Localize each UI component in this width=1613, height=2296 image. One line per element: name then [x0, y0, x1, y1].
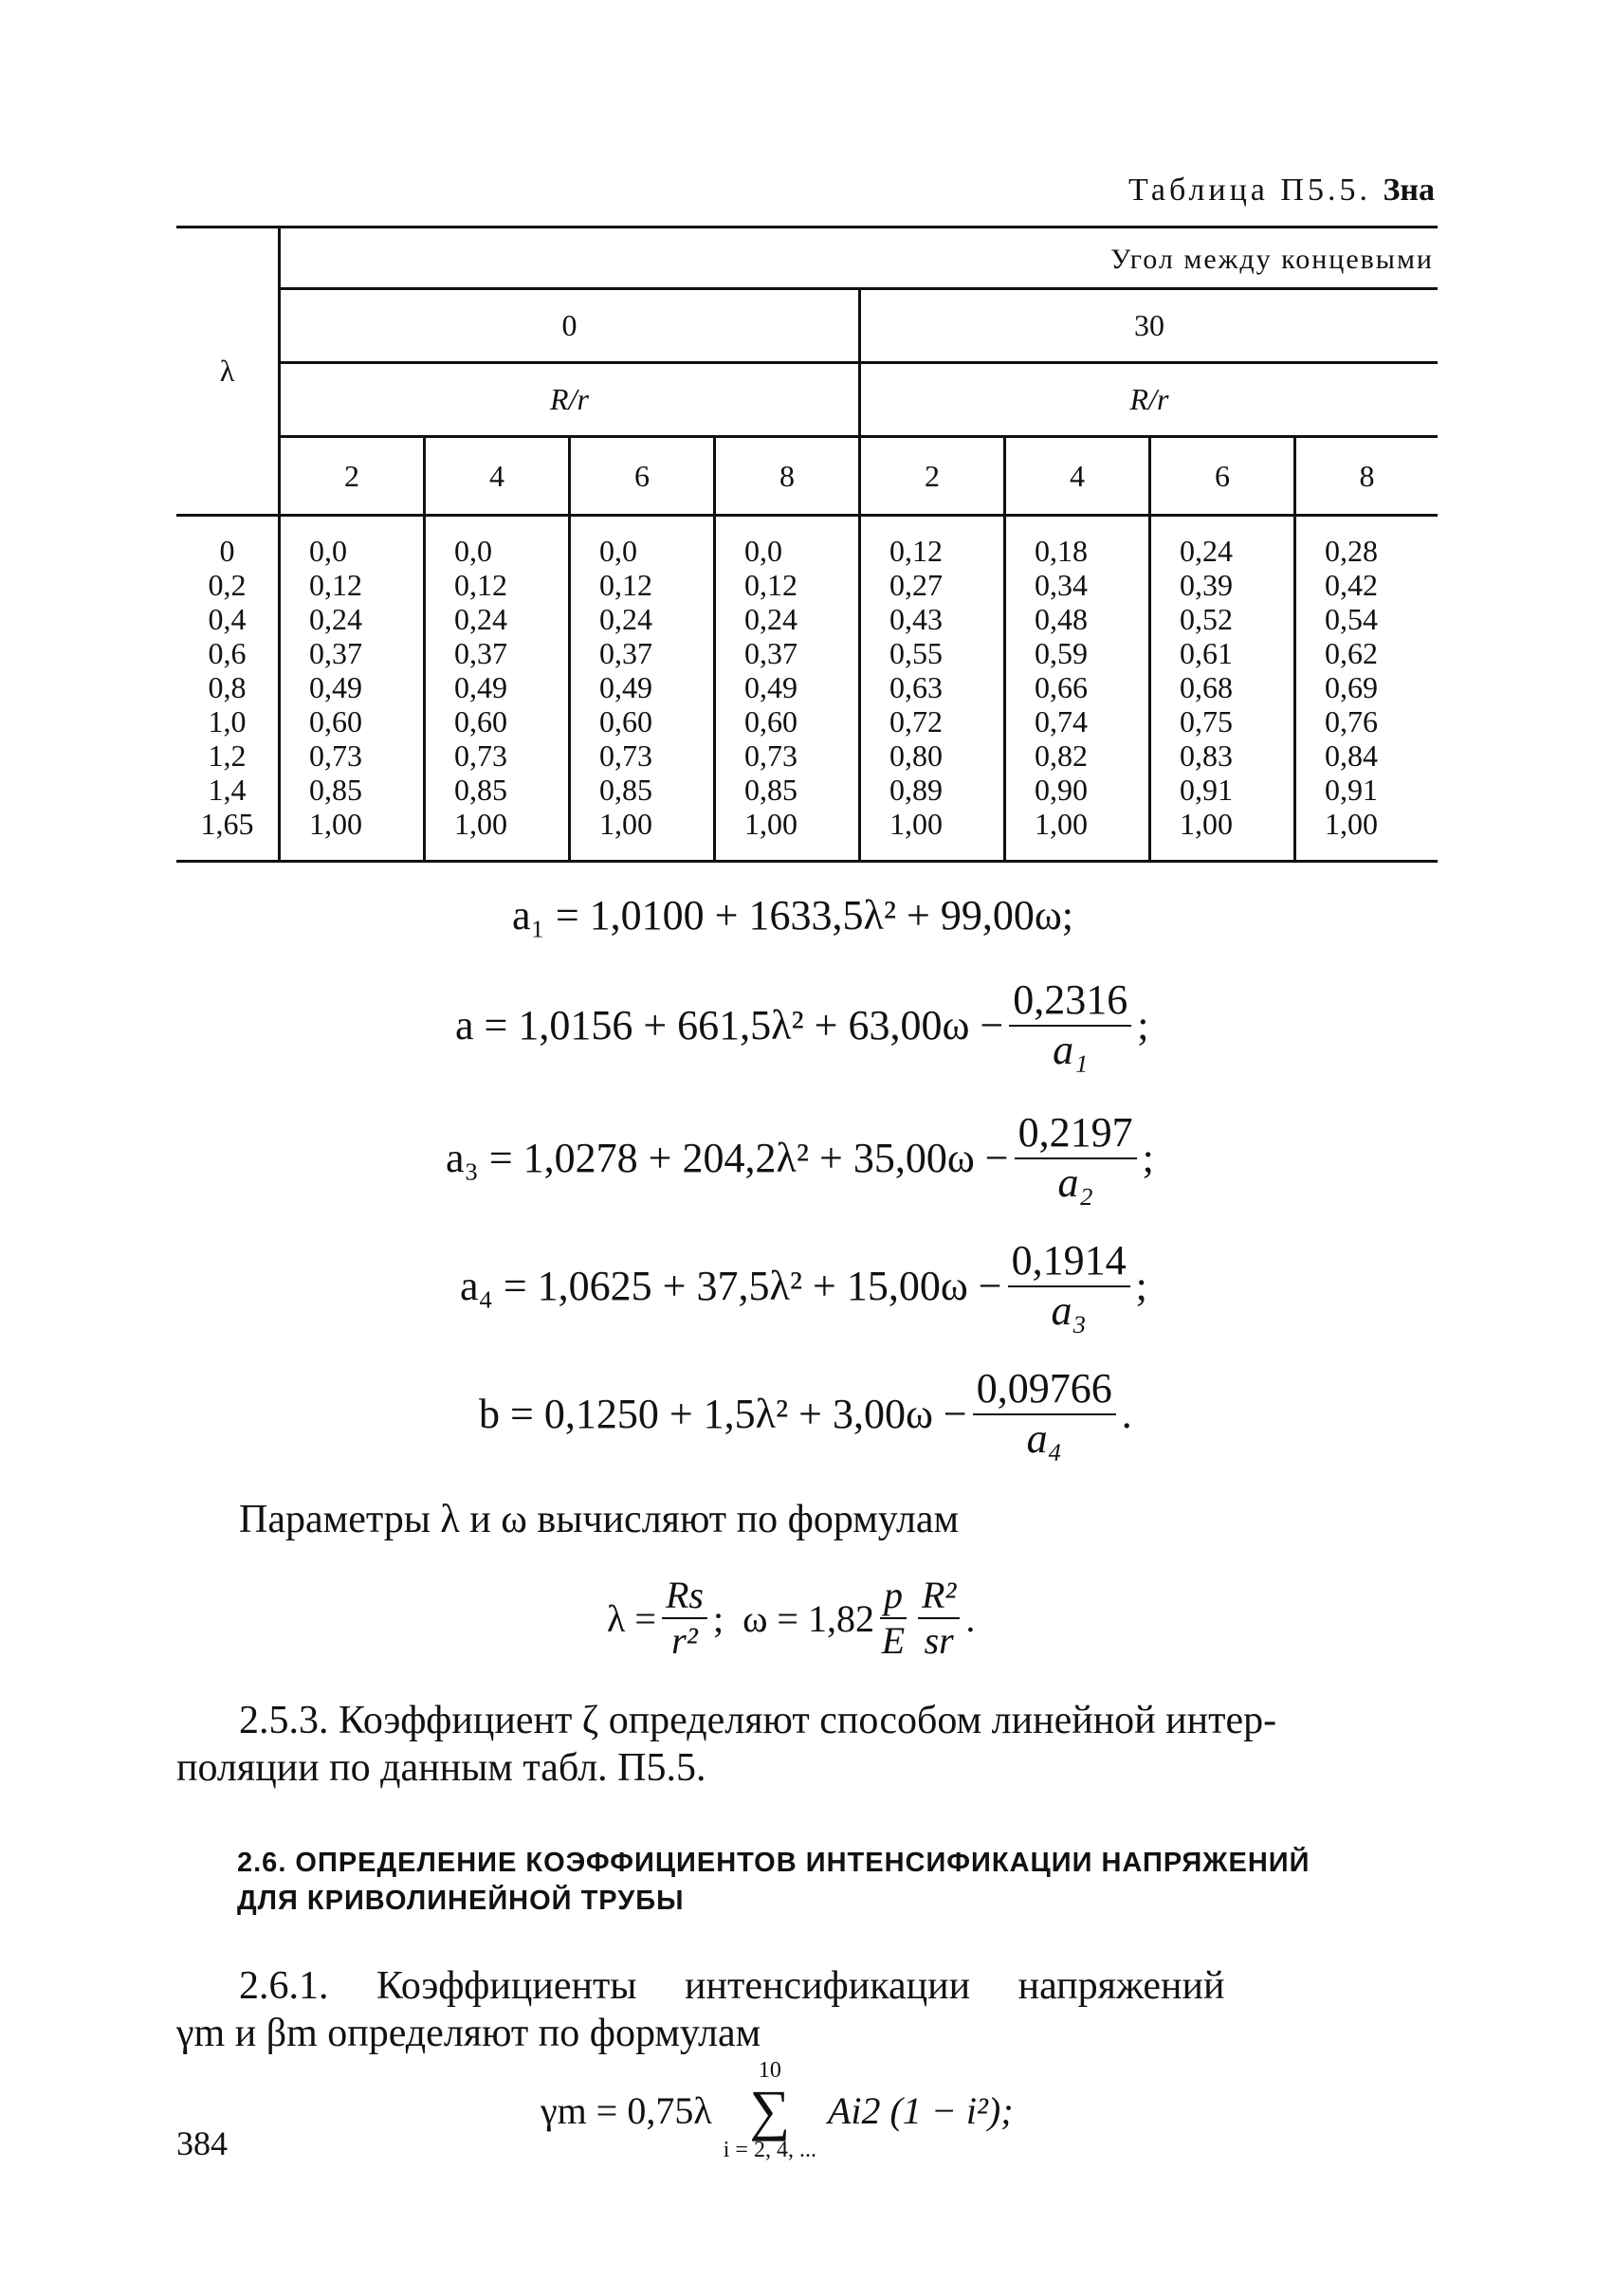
data-column: 0,28 0,42 0,54 0,62 0,69 0,76 0,84 0,91 1,00 — [1295, 516, 1439, 862]
data-column: 0,12 0,27 0,43 0,55 0,63 0,72 0,80 0,89 1,00 — [860, 516, 1005, 862]
formula-b: b = 0,1250 + 1,5λ² + 3,00ω − $\frac{0,09766}{\text{a₄}}$ . — [479, 1365, 1132, 1462]
params-text: Параметры λ и ω вычисляют по формулам — [239, 1498, 960, 1541]
lambda-header: λ — [219, 354, 235, 388]
col-header: 4 — [1005, 437, 1150, 516]
formula-gamma: γm = 0,75λ 10 ∑ i = 2, 4, ... Ai2 (1 − i²); — [541, 2058, 1014, 2162]
rr-label: R/r — [280, 363, 860, 437]
page-number: 384 — [176, 2124, 228, 2162]
formula-a2: a = 1,0156 + 661,5λ² + 63,00ω − $\frac{0,2316}{\text{a₁}}$ ; — [455, 976, 1149, 1073]
section-heading: 2.6. ОПРЕДЕЛЕНИЕ КОЭФФИЦИЕНТОВ ИНТЕНСИФИКАЦИИ НАПРЯЖЕНИЙ ДЛЯ КРИВОЛИНЕЙНОЙ ТРУБЫ — [237, 1848, 1311, 1916]
data-column: 0,0 0,12 0,24 0,37 0,49 0,60 0,73 0,85 1,00 — [570, 516, 715, 862]
col-header: 2 — [860, 437, 1005, 516]
paragraph-2-5-3-cont: поляции по данным табл. П5.5. — [176, 1746, 706, 1790]
formula-a3: a₃ = 1,0278 + 204,2λ² + 35,00ω − $\frac{0,2197}{\text{a₂}}$ ; — [446, 1109, 1154, 1206]
formula-a4: a₄ = 1,0625 + 37,5λ² + 15,00ω − $\frac{0,1914}{\text{a₃}}$ ; — [460, 1237, 1147, 1334]
sum-symbol: 10 ∑ i = 2, 4, ... — [723, 2058, 816, 2162]
rr-label: R/r — [860, 363, 1439, 437]
col-header: 6 — [570, 437, 715, 516]
angle-0: 0 — [280, 289, 860, 363]
col-header: 8 — [1295, 437, 1439, 516]
formula-a1: a₁ = 1,0100 + 1633,5λ² + 99,00ω; — [512, 892, 1074, 938]
table-caption: Таблица П5.5. Зна — [1127, 173, 1435, 208]
data-column: 0,0 0,12 0,24 0,37 0,49 0,60 0,73 0,85 1,00 — [425, 516, 570, 862]
angle-header: Угол между концевыми — [280, 228, 1439, 289]
col-header: 6 — [1150, 437, 1295, 516]
col-header: 8 — [715, 437, 860, 516]
paragraph-2-6-1: 2.6.1. Коэффициенты интенсификации напряжений — [239, 1964, 1225, 2008]
values-table — [176, 226, 1438, 863]
data-column: 0,24 0,39 0,52 0,61 0,68 0,75 0,83 0,91 1,00 — [1150, 516, 1295, 862]
paragraph-2-5-3: 2.5.3. Коэффициент ζ определяют способом линейной интер- — [239, 1699, 1277, 1742]
paragraph-2-6-1-cont: γm и βm определяют по формулам — [176, 2012, 761, 2055]
angle-30: 30 — [860, 289, 1439, 363]
data-column: 0,0 0,12 0,24 0,37 0,49 0,60 0,73 0,85 1,00 — [715, 516, 860, 862]
formula-lambda-omega: λ = $\frac{Rs}{\text{r²}}$ ; ω = 1,82 $\frac{p}{E}$ $\frac{\text{R²}}{sr}$ . — [607, 1574, 976, 1662]
col-header: 2 — [280, 437, 425, 516]
data-column: 0,18 0,34 0,48 0,59 0,66 0,74 0,82 0,90 1,00 — [1005, 516, 1150, 862]
col-header: 4 — [425, 437, 570, 516]
lambda-column: 0 0,2 0,4 0,6 0,8 1,0 1,2 1,4 1,65 — [200, 534, 254, 841]
data-column: 0,0 0,12 0,24 0,37 0,49 0,60 0,73 0,85 1,00 — [280, 516, 425, 862]
